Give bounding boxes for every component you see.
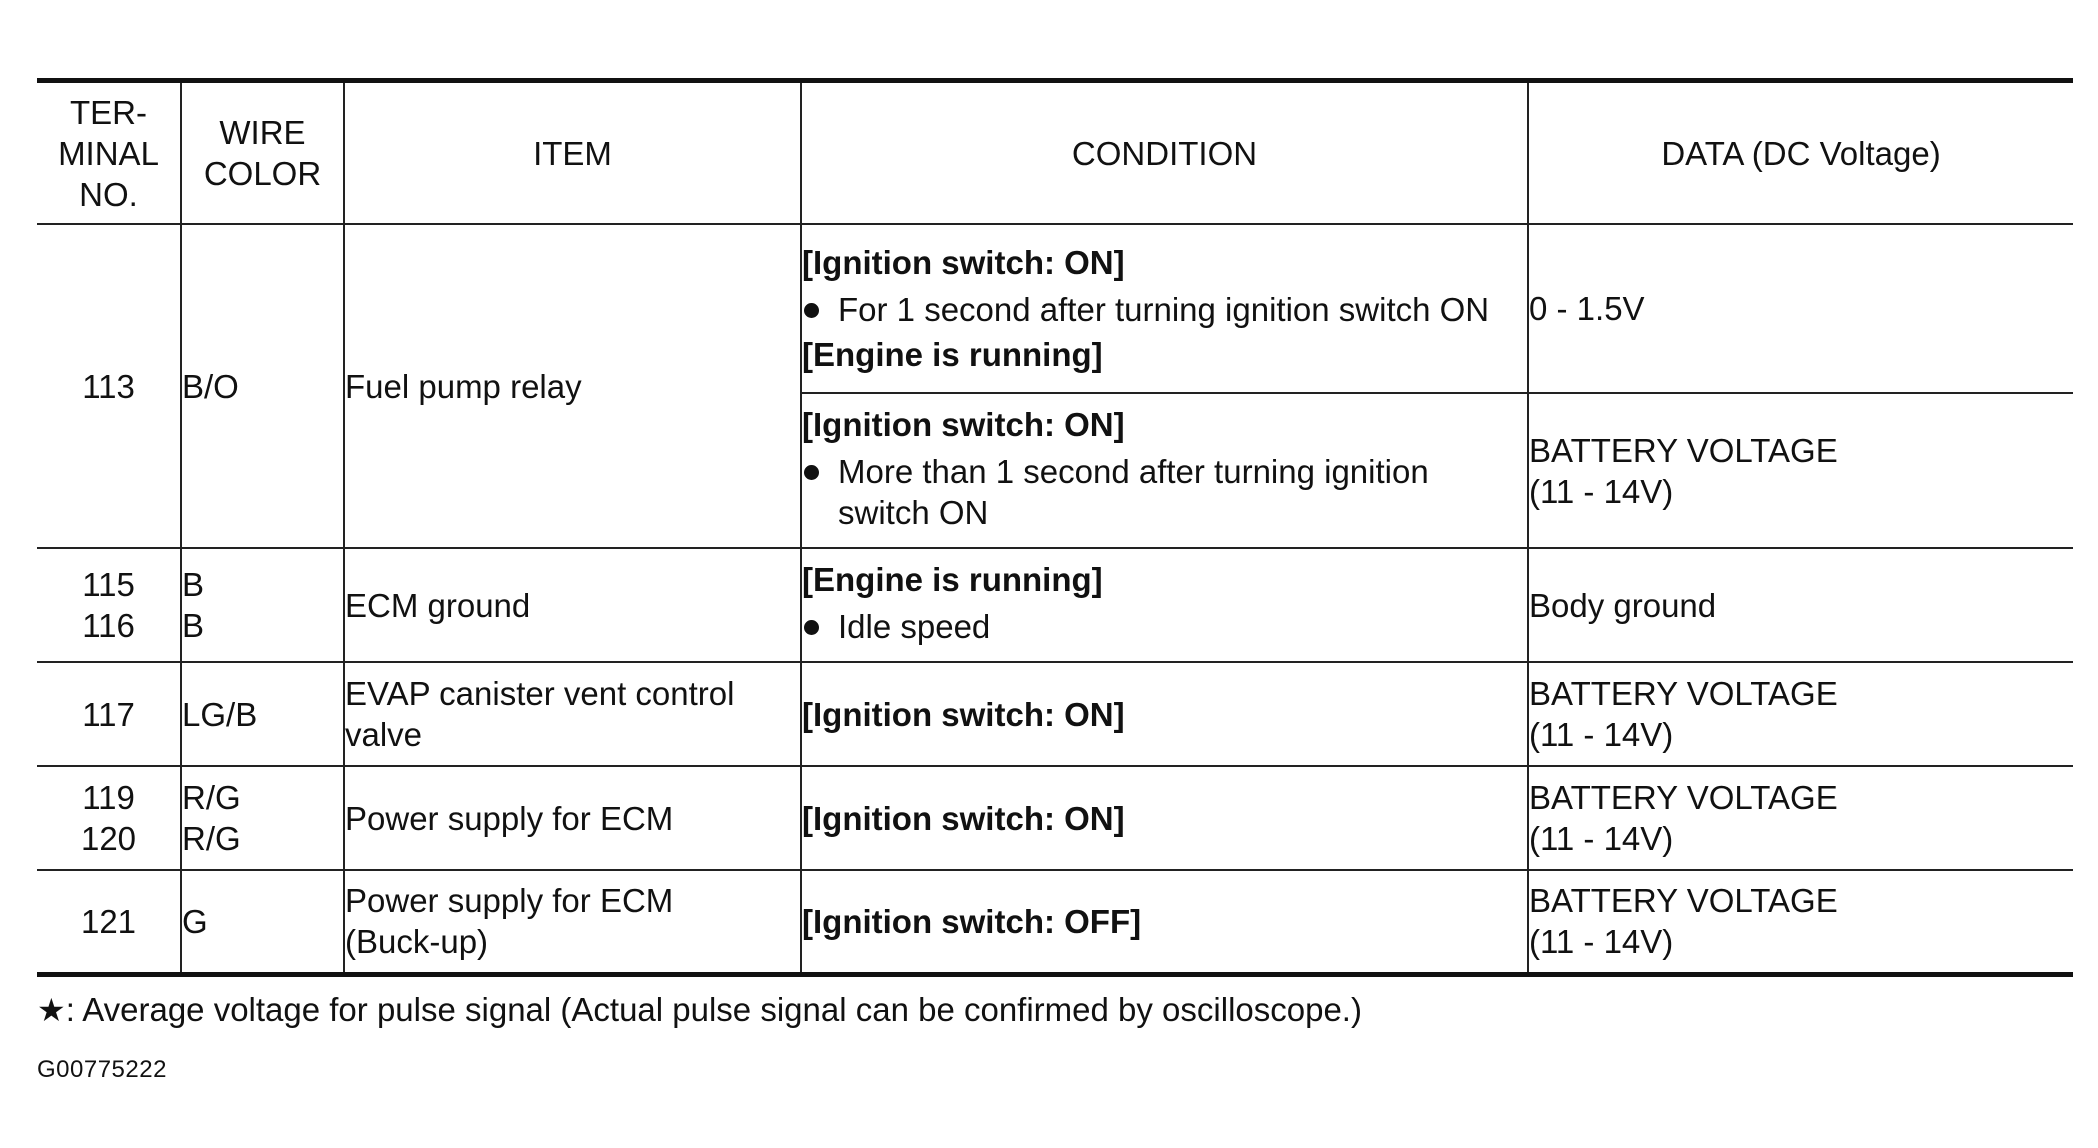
item-cell: Power supply for ECM	[344, 766, 801, 870]
condition-cell: [Engine is running] Idle speed	[801, 548, 1528, 662]
bullet-icon	[804, 303, 819, 318]
figure-id: G00775222	[37, 1056, 167, 1083]
footnote	[37, 990, 1362, 1030]
ecm-terminal-table	[37, 78, 2073, 977]
header-data: DATA (DC Voltage)	[1528, 81, 2073, 225]
data-cell: 0 - 1.5V	[1528, 224, 2073, 393]
footnote-text: : Average voltage for pulse signal (Actual pulse signal can be confirmed by oscilloscope.)	[65, 991, 1362, 1028]
data-cell: BATTERY VOLTAGE (11 - 14V)	[1528, 662, 2073, 766]
condition-cell: [Ignition switch: OFF]	[801, 870, 1528, 974]
header-wire-color: WIRE COLOR	[181, 81, 344, 225]
condition-cell: [Ignition switch: ON]	[801, 766, 1528, 870]
terminal-no-cell: 119 120	[37, 766, 181, 870]
item-cell: Power supply for ECM (Buck-up)	[344, 870, 801, 974]
bullet-icon	[804, 465, 819, 480]
table-row	[37, 870, 2073, 974]
header-row	[37, 81, 2073, 225]
header-terminal-no: TER- MINAL NO.	[37, 81, 181, 225]
wire-color-cell: B B	[181, 548, 344, 662]
bullet-icon	[804, 620, 819, 635]
table-row	[37, 548, 2073, 662]
condition-cell: [Ignition switch: ON]	[801, 662, 1528, 766]
data-cell: BATTERY VOLTAGE (11 - 14V)	[1528, 766, 2073, 870]
item-cell: EVAP canister vent control valve	[344, 662, 801, 766]
terminal-no-cell: 117	[37, 662, 181, 766]
header-item: ITEM	[344, 81, 801, 225]
wire-color-cell: G	[181, 870, 344, 974]
wire-color-cell: B/O	[181, 224, 344, 548]
data-cell: BATTERY VOLTAGE (11 - 14V)	[1528, 393, 2073, 548]
item-cell: Fuel pump relay	[344, 224, 801, 548]
data-cell: BATTERY VOLTAGE (11 - 14V)	[1528, 870, 2073, 974]
header-condition: CONDITION	[801, 81, 1528, 225]
terminal-no-cell: 113	[37, 224, 181, 548]
terminal-no-cell: 115 116	[37, 548, 181, 662]
data-cell: Body ground	[1528, 548, 2073, 662]
wire-color-cell: LG/B	[181, 662, 344, 766]
table-row	[37, 766, 2073, 870]
star-icon: ★	[37, 991, 66, 1029]
terminal-no-cell: 121	[37, 870, 181, 974]
wire-color-cell: R/G R/G	[181, 766, 344, 870]
condition-cell: [Ignition switch: ON] More than 1 second after turning ignition switch ON	[801, 393, 1528, 548]
table-row	[37, 224, 2073, 393]
table-row	[37, 662, 2073, 766]
item-cell: ECM ground	[344, 548, 801, 662]
condition-cell: [Ignition switch: ON] For 1 second after turning ignition switch ON [Engine is running]	[801, 224, 1528, 393]
